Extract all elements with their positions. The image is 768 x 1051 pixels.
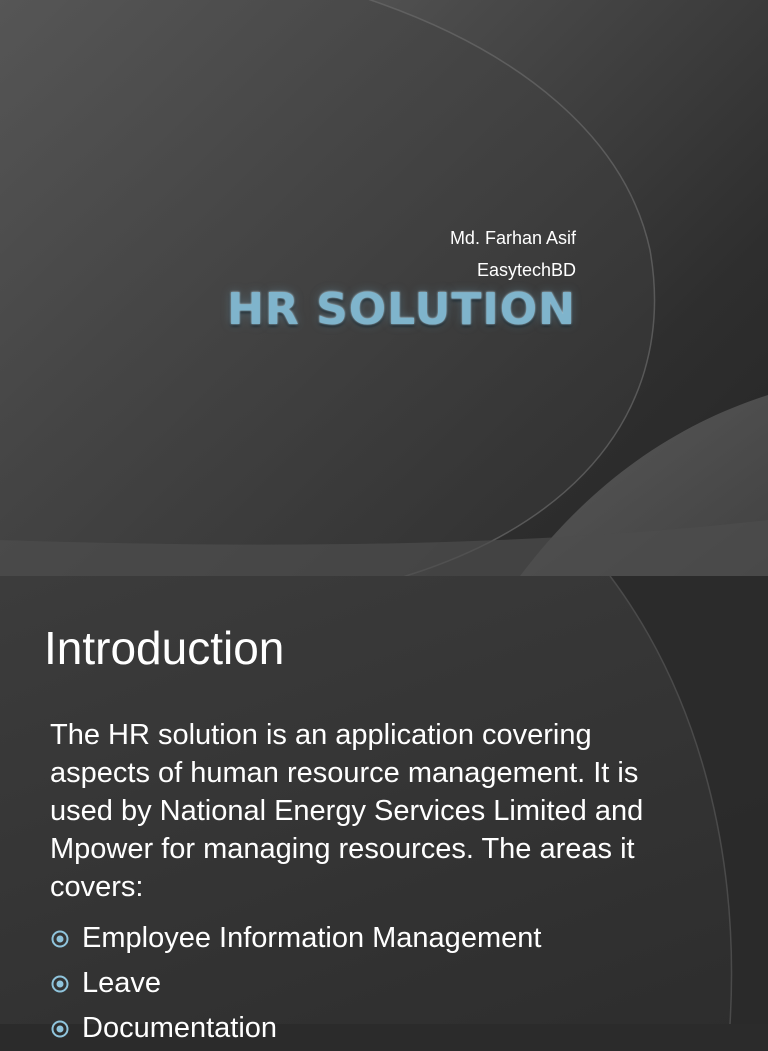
author-block xyxy=(450,222,576,286)
bullet-text: Documentation xyxy=(82,1012,278,1044)
author-name: Md. Farhan Asif xyxy=(449,228,576,248)
list-item xyxy=(50,1006,541,1051)
intro-paragraph: The HR solution is an application covering aspects of human resource management. It is used by National Energy Services Limited and Mpower for managing resources. The areas it covers: xyxy=(50,719,644,903)
slide-heading: Introduction xyxy=(44,622,285,674)
bullet-text: Employee Information Management xyxy=(82,922,542,954)
bullet-list xyxy=(50,916,541,1051)
list-item xyxy=(50,916,541,961)
introduction-slide xyxy=(0,576,768,1044)
circled-dot-icon xyxy=(50,929,70,949)
company-name: EasytechBD xyxy=(476,260,576,280)
slide-title: HR SOLUTION xyxy=(227,284,576,335)
bullet-text: Leave xyxy=(82,967,162,999)
circled-dot-icon xyxy=(50,1019,70,1039)
list-item xyxy=(50,961,541,1006)
circled-dot-icon xyxy=(50,974,70,994)
